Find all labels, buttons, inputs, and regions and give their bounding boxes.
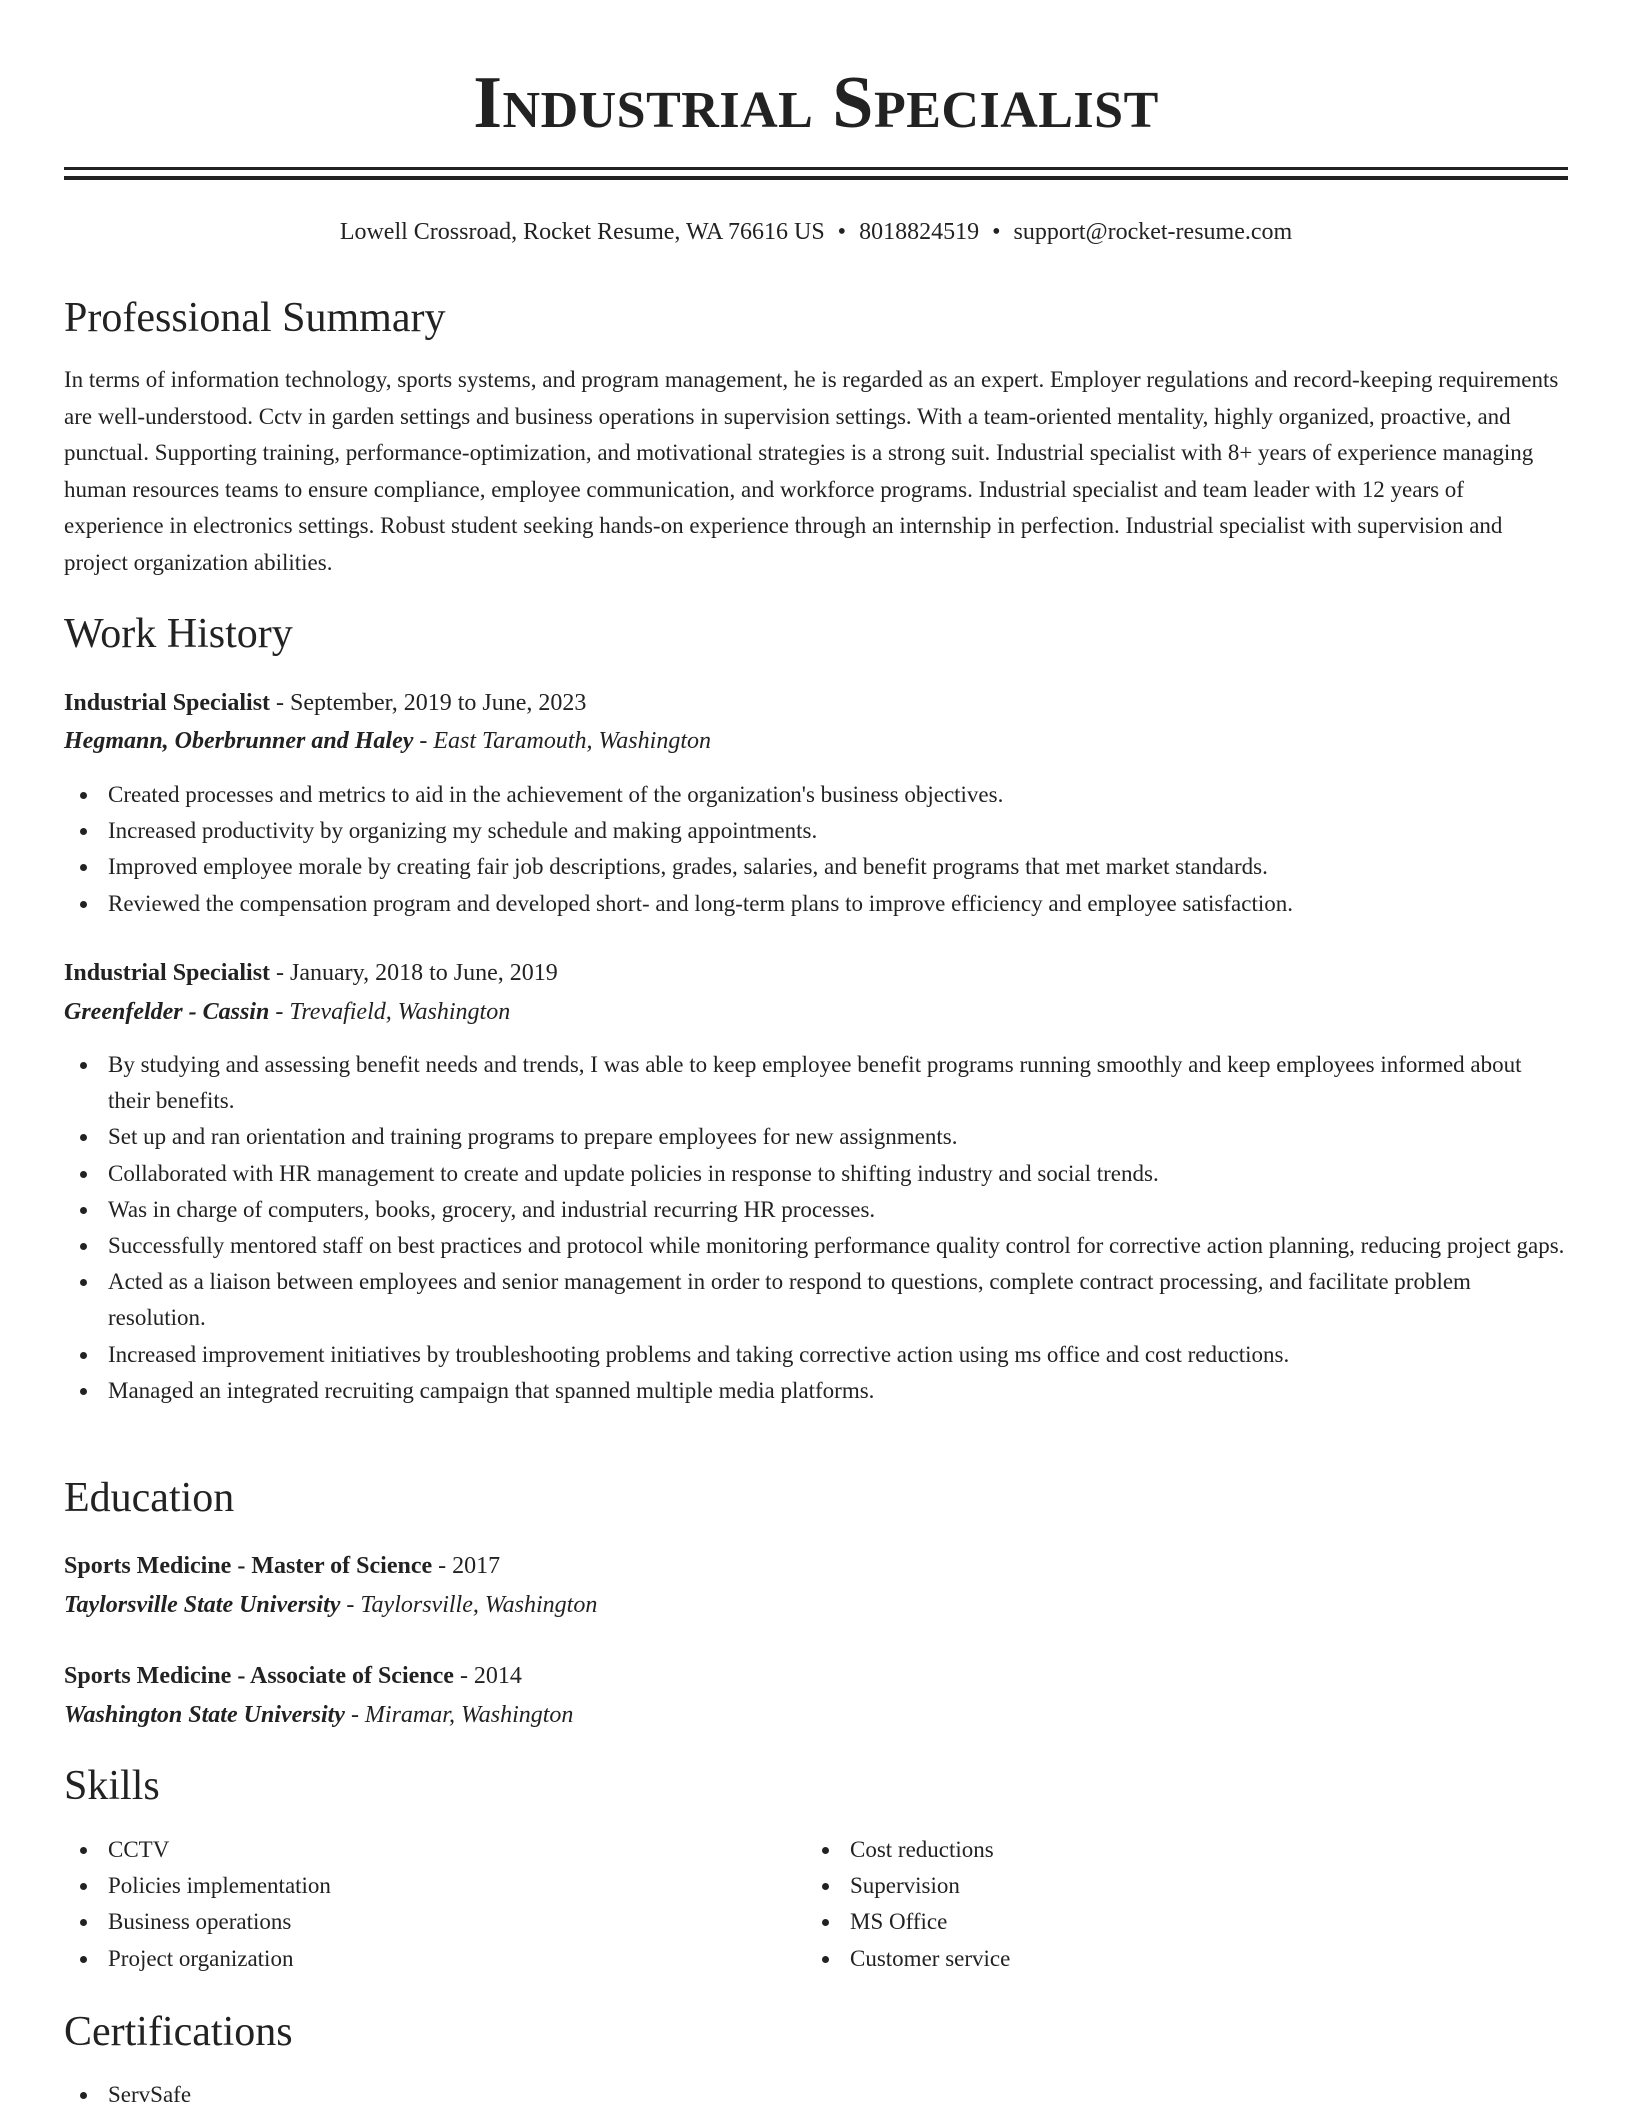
contact-phone: 8018824519 <box>859 219 980 245</box>
school-line <box>64 1697 1568 1733</box>
school: Taylorsville State University <box>64 1592 341 1618</box>
list-item: MS Office <box>806 1904 1506 1940</box>
list-item: Was in charge of computers, books, grocery, and industrial recurring HR processes. <box>64 1192 1568 1228</box>
list-item: Improved employee morale by creating fair job descriptions, grades, salaries, and benefit programs that met market standards. <box>64 849 1568 885</box>
skills-list-right <box>806 1832 1506 1977</box>
job-role: Industrial Specialist <box>64 690 271 716</box>
degree-year: - 2017 <box>432 1553 501 1579</box>
list-item: Increased productivity by organizing my schedule and making appointments. <box>64 813 1568 849</box>
list-item: Successfully mentored staff on best practices and protocol while monitoring performance quality control for corrective action planning, reducing project gaps. <box>64 1228 1568 1264</box>
skills-list-left <box>64 1832 764 1977</box>
list-item: Collaborated with HR management to create and update policies in response to shifting industry and social trends. <box>64 1156 1568 1192</box>
candidate-name: Industrial Specialist <box>473 62 1159 144</box>
list-item: Project organization <box>64 1941 764 1977</box>
degree: Sports Medicine - Master of Science <box>64 1553 433 1579</box>
degree-line <box>64 1658 1568 1694</box>
certifications-heading: Certifications <box>64 2009 293 2055</box>
degree: Sports Medicine - Associate of Science <box>64 1663 454 1689</box>
job-title-line <box>64 955 1568 991</box>
list-item: Increased improvement initiatives by troubleshooting problems and taking corrective action using ms office and cost reductions. <box>64 1337 1568 1373</box>
job-company: Hegmann, Oberbrunner and Haley <box>64 728 414 754</box>
list-item: Set up and ran orientation and training programs to prepare employees for new assignments. <box>64 1119 1568 1155</box>
contact-separator: • <box>992 219 1001 245</box>
job-bullets <box>64 1047 1568 1409</box>
job-location: - Trevafield, Washington <box>269 999 511 1025</box>
summary-text: In terms of information technology, sports systems, and program management, he is regarded as an expert. Employer regulations and record-keeping requirements are well-understood. Cctv in garden settings and business operations in supervision settings. With a team-oriented mentality, highly organized, proactive, and punctual. Supporting training, performance-optimization, and motivational strategies is a strong suit. Industrial specialist with 8+ years of experience managing human resources teams to ensure compliance, employee communication, and workforce programs. Industrial specialist and team leader with 12 years of experience in electronics settings. Robust student seeking hands-on experience through an internship in perfection. Industrial specialist with supervision and project organization abilities. <box>64 367 1559 575</box>
school: Washington State University <box>64 1702 345 1728</box>
work-history-heading: Work History <box>64 611 293 657</box>
education-heading: Education <box>64 1475 235 1521</box>
list-item: Created processes and metrics to aid in the achievement of the organization's business objectives. <box>64 777 1568 813</box>
list-item: By studying and assessing benefit needs and trends, I was able to keep employee benefit programs running smoothly and keep employees informed about their benefits. <box>64 1047 1568 1119</box>
job-bullets <box>64 777 1568 922</box>
list-item: Acted as a liaison between employees and senior management in order to respond to questions, complete contract processing, and facilitate problem resolution. <box>64 1264 1568 1336</box>
job-location: - East Taramouth, Washington <box>413 728 711 754</box>
list-item: Policies implementation <box>64 1868 764 1904</box>
school-location: - Taylorsville, Washington <box>340 1592 598 1618</box>
contact-address: Lowell Crossroad, Rocket Resume, WA 76616 US <box>339 219 825 245</box>
list-item: CCTV <box>64 1832 764 1868</box>
list-item: Customer service <box>806 1941 1506 1977</box>
skills-heading: Skills <box>64 1763 160 1809</box>
summary-heading: Professional Summary <box>64 295 446 341</box>
degree-year: - 2014 <box>453 1663 522 1689</box>
list-item: Cost reductions <box>806 1832 1506 1868</box>
degree-line <box>64 1548 1568 1584</box>
contact-email[interactable]: support@rocket-resume.com <box>1013 219 1293 245</box>
job-company: Greenfelder - Cassin <box>64 999 270 1025</box>
school-line <box>64 1587 1568 1623</box>
school-location: - Miramar, Washington <box>344 1702 574 1728</box>
job-company-line <box>64 994 1568 1030</box>
contact-separator: • <box>837 219 847 245</box>
job-dates: - January, 2018 to June, 2019 <box>270 960 558 986</box>
job-company-line <box>64 723 1568 759</box>
list-item: Managed an integrated recruiting campaign that spanned multiple media platforms. <box>64 1373 1568 1409</box>
list-item: Business operations <box>64 1904 764 1940</box>
contact-line <box>64 214 1568 250</box>
certifications-list <box>64 2077 1568 2112</box>
list-item: Supervision <box>806 1868 1506 1904</box>
job-dates: - September, 2019 to June, 2023 <box>270 690 587 716</box>
job-role: Industrial Specialist <box>64 960 271 986</box>
job-title-line <box>64 685 1568 721</box>
list-item: ServSafe <box>64 2077 1568 2112</box>
list-item: Reviewed the compensation program and developed short- and long-term plans to improve efficiency and employee satisfaction. <box>64 886 1568 922</box>
header-divider <box>64 167 1568 180</box>
